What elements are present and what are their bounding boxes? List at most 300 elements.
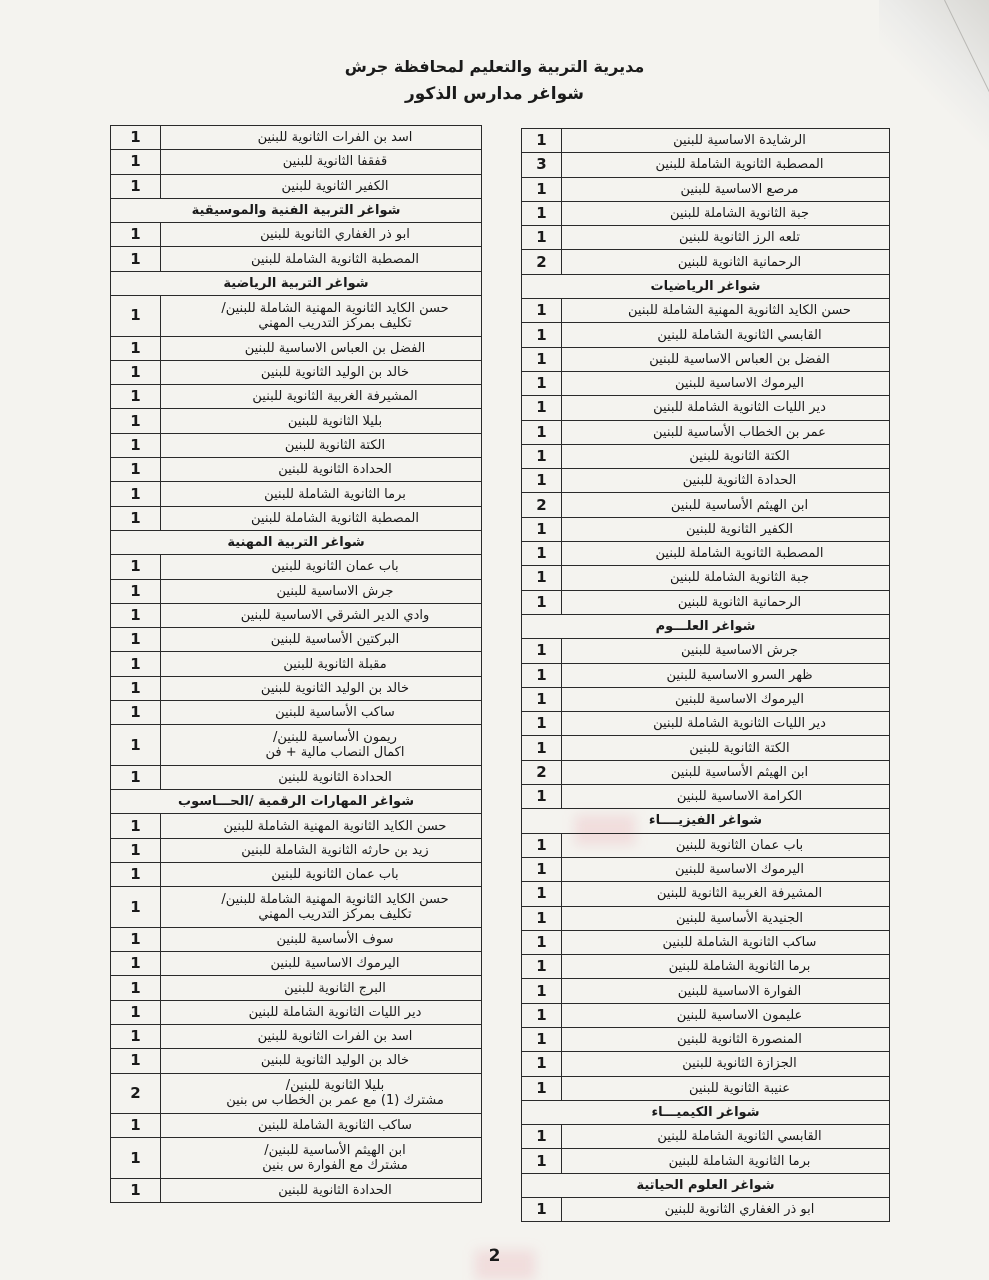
table-row: [111, 765, 482, 789]
vacancy-count: 1: [111, 676, 161, 700]
table-row: [111, 676, 482, 700]
section-header-row: [522, 274, 890, 298]
table-row: [111, 555, 482, 579]
vacancy-count: 1: [111, 150, 161, 174]
vacancy-count: 1: [111, 336, 161, 360]
vacancy-count: 1: [111, 385, 161, 409]
vacancy-count: 1: [522, 1198, 562, 1222]
school-name-cell: [562, 833, 890, 857]
table-row: [111, 336, 482, 360]
table-row: [522, 1076, 890, 1100]
school-name: دير الليات الثانوية الشاملة للبنين: [248, 1004, 422, 1020]
school-name-cell: [562, 590, 890, 614]
school-name: ابن الهيثم الأساسية للبنين/: [264, 1143, 406, 1159]
vacancy-count: 1: [522, 955, 562, 979]
school-name-cell: [161, 603, 482, 627]
vacancy-count: 1: [111, 628, 161, 652]
table-row: [522, 1027, 890, 1051]
table-row: [522, 542, 890, 566]
table-row: [522, 226, 890, 250]
section-header-row: [111, 271, 482, 295]
table-row: [522, 153, 890, 177]
school-name: المصطبة الثانوية الشاملة للبنين: [251, 251, 419, 267]
school-note: مشترك مع الفوارة س بنين: [262, 1158, 408, 1174]
school-name-cell: [562, 566, 890, 590]
table-row: [111, 482, 482, 506]
school-name-cell: [562, 420, 890, 444]
table-row: [522, 1149, 890, 1173]
school-name: الرحمانية الثانوية للبنين: [677, 254, 802, 270]
vacancy-count: 1: [522, 736, 562, 760]
school-name: برما الثانوية الشاملة للبنين: [264, 486, 406, 502]
table-row: [111, 652, 482, 676]
school-name-cell: [161, 385, 482, 409]
table-row: [522, 347, 890, 371]
school-name: اسد بن الفرات الثانوية للبنين: [257, 1029, 413, 1045]
vacancy-count: 1: [522, 930, 562, 954]
school-name: حسن الكايد الثانوية المهنية الشاملة للبنين: [628, 303, 851, 319]
section-header: شواغر الفيزيــــاء: [522, 809, 890, 833]
school-name: المصطبة الثانوية الشاملة للبنين: [655, 546, 824, 562]
school-name: القابسي الثانوية الشاملة للبنين: [657, 1129, 822, 1145]
school-name: باب عمان الثانوية للبنين: [271, 867, 399, 883]
vacancy-count: 1: [111, 409, 161, 433]
vacancy-count: 1: [522, 469, 562, 493]
school-name: سوف الأساسية للبنين: [276, 931, 394, 947]
vacancy-count: 1: [111, 433, 161, 457]
table-row: [111, 1025, 482, 1049]
school-name: دير الليات الثانوية الشاملة للبنين: [653, 400, 826, 416]
school-name-cell: [562, 736, 890, 760]
school-name-cell: [161, 1073, 482, 1114]
vacancy-count: 1: [522, 882, 562, 906]
vacancy-count: 1: [111, 1114, 161, 1138]
school-name-cell: [562, 347, 890, 371]
school-name: بليلا الثانوية للبنين/: [285, 1078, 385, 1094]
table-row: [111, 433, 482, 457]
table-row: [111, 701, 482, 725]
school-name-cell: [562, 153, 890, 177]
school-name: البركتين الأساسية للبنين: [270, 632, 400, 648]
school-name: جرش الاساسية للبنين: [681, 643, 798, 659]
vacancy-count: 1: [522, 299, 562, 323]
school-name-cell: [562, 469, 890, 493]
vacancy-count: 1: [111, 458, 161, 482]
school-name: خالد بن الوليد الثانوية للبنين: [260, 365, 410, 381]
school-name: اليرموك الاساسية للبنين: [675, 862, 804, 878]
section-header-row: [522, 1173, 890, 1197]
section-header: شواغر الكيميـــاء: [522, 1100, 890, 1124]
school-name: وادي الدير الشرقي الاساسية للبنين: [240, 607, 430, 623]
table-row: [111, 296, 482, 337]
school-name-cell: [562, 177, 890, 201]
vacancy-count: 1: [111, 223, 161, 247]
school-name-cell: [562, 712, 890, 736]
school-name-cell: [562, 299, 890, 323]
school-name: دير الليات الثانوية الشاملة للبنين: [653, 716, 826, 732]
school-name: تلعه الرز الثانوية للبنين: [679, 230, 800, 246]
vacancy-count: 1: [522, 347, 562, 371]
school-name: باب عمان الثانوية للبنين: [271, 559, 399, 575]
table-row: [111, 725, 482, 766]
vacancy-count: 1: [522, 129, 562, 153]
school-name: اليرموك الاساسية للبنين: [675, 691, 804, 707]
table-row: [111, 814, 482, 838]
table-row: [522, 857, 890, 881]
school-name: الفضل بن العباس الاساسية للبنين: [649, 351, 830, 367]
section-header: شواغر التربية المهنية: [111, 530, 482, 554]
vacancy-count: 1: [522, 1076, 562, 1100]
vacancies-table-right: [521, 128, 890, 1222]
vacancy-count: 1: [522, 663, 562, 687]
school-name: جبة الثانوية الشاملة للبنين: [669, 570, 809, 586]
school-name: ابن الهيثم الأساسية للبنين: [670, 764, 809, 780]
school-name-cell: [161, 360, 482, 384]
school-name: المنصورة الثانوية للبنين: [677, 1032, 802, 1048]
vacancy-count: 1: [522, 857, 562, 881]
school-name: ساكب الأساسية للبنين: [275, 705, 395, 721]
table-row: [522, 250, 890, 274]
document-subtitle: شواغر مدارس الذكور: [404, 84, 584, 104]
school-name: حسن الكايد الثانوية المهنية الشاملة للبنين/: [221, 892, 449, 908]
vacancy-count: 1: [522, 1149, 562, 1173]
table-row: [522, 955, 890, 979]
school-name-cell: [161, 628, 482, 652]
table-row: [522, 469, 890, 493]
school-name: جرش الاساسية للبنين: [276, 583, 394, 599]
school-name-cell: [562, 955, 890, 979]
school-name-cell: [562, 396, 890, 420]
table-row: [111, 1138, 482, 1179]
school-name-cell: [562, 542, 890, 566]
table-row: [522, 639, 890, 663]
school-name-cell: [562, 882, 890, 906]
vacancy-count: 1: [522, 639, 562, 663]
table-row: [111, 952, 482, 976]
school-name: عنيبة الثانوية للبنين: [688, 1080, 791, 1096]
section-header: شواغر المهارات الرقمية /الحـــاسوب: [111, 790, 482, 814]
school-name-cell: [562, 1027, 890, 1051]
vacancy-count: 1: [522, 371, 562, 395]
table-row: [522, 129, 890, 153]
vacancy-count: 3: [522, 153, 562, 177]
table-row: [111, 385, 482, 409]
school-name-cell: [562, 760, 890, 784]
vacancy-count: 1: [522, 226, 562, 250]
school-name-cell: [161, 1000, 482, 1024]
school-name: الحدادة الثانوية للبنين: [278, 1183, 392, 1199]
vacancy-count: 1: [522, 420, 562, 444]
school-name: الكفير الثانوية للبنين: [281, 178, 389, 194]
school-name: قفقفا الثانوية للبنين: [282, 154, 388, 170]
school-name-cell: [161, 952, 482, 976]
school-name-cell: [161, 174, 482, 198]
school-name-cell: [161, 482, 482, 506]
school-name-cell: [562, 1076, 890, 1100]
school-name: الكتة الثانوية للبنين: [689, 740, 790, 756]
section-header-row: [111, 198, 482, 222]
vacancy-count: 1: [111, 1000, 161, 1024]
school-name: الحدادة الثانوية للبنين: [278, 462, 392, 478]
vacancy-count: 2: [522, 760, 562, 784]
section-header: شواغر الرياضيات: [522, 274, 890, 298]
vacancy-count: 1: [522, 590, 562, 614]
table-row: [111, 150, 482, 174]
vacancy-count: 1: [522, 833, 562, 857]
table-row: [522, 833, 890, 857]
vacancy-count: 1: [522, 201, 562, 225]
school-name-cell: [562, 906, 890, 930]
vacancy-count: 1: [111, 1049, 161, 1073]
table-row: [111, 838, 482, 862]
school-name-cell: [161, 1178, 482, 1202]
school-name: المصطبة الثانوية الشاملة للبنين: [251, 510, 419, 526]
vacancy-count: 1: [111, 701, 161, 725]
table-row: [522, 1125, 890, 1149]
vacancy-count: 1: [111, 927, 161, 951]
vacancy-count: 1: [111, 360, 161, 384]
school-name: جبة الثانوية الشاملة للبنين: [669, 206, 809, 222]
table-row: [522, 906, 890, 930]
vacancy-count: 2: [522, 493, 562, 517]
table-row: [111, 360, 482, 384]
school-name-cell: [161, 976, 482, 1000]
school-name-cell: [161, 247, 482, 271]
table-row: [111, 409, 482, 433]
vacancy-count: 1: [522, 1125, 562, 1149]
section-header: شواغر التربية الرياضية: [111, 271, 482, 295]
document-title: مديرية التربية والتعليم لمحافظة جرش: [344, 57, 645, 76]
school-name-cell: [161, 927, 482, 951]
table-row: [111, 1000, 482, 1024]
school-name: اليرموك الاساسية للبنين: [675, 376, 804, 392]
school-name: المشيرفة الغربية الثانوية للبنين: [252, 389, 418, 405]
vacancy-count: 1: [522, 1003, 562, 1027]
school-name: الفوارة الاساسية للبنين: [677, 983, 802, 999]
school-name: ساكب الثانوية الشاملة للبنين: [662, 934, 817, 950]
school-name: خالد بن الوليد الثانوية للبنين: [260, 1053, 410, 1069]
school-name-cell: [562, 493, 890, 517]
table-row: [111, 1049, 482, 1073]
table-row: [111, 976, 482, 1000]
table-row: [111, 223, 482, 247]
vacancy-count: 1: [111, 1178, 161, 1202]
table-row: [522, 420, 890, 444]
table-row: [522, 882, 890, 906]
school-name-cell: [161, 579, 482, 603]
vacancy-count: 1: [522, 396, 562, 420]
school-name: ابن الهيثم الأساسية للبنين: [670, 497, 809, 513]
vacancy-count: 1: [111, 887, 161, 928]
vacancy-count: 1: [111, 838, 161, 862]
section-header-row: [111, 530, 482, 554]
vacancy-count: 1: [522, 712, 562, 736]
school-name: برما الثانوية الشاملة للبنين: [668, 959, 811, 975]
school-name-cell: [161, 676, 482, 700]
school-name: الكتة الثانوية للبنين: [689, 449, 790, 464]
school-name-cell: [161, 652, 482, 676]
school-name: الكفير الثانوية للبنين: [686, 521, 793, 537]
school-name: ريمون الأساسية للبنين/: [273, 730, 397, 746]
vacancies-table-left: [110, 125, 482, 1203]
vacancy-count: 1: [111, 506, 161, 530]
vacancy-count: 1: [111, 296, 161, 337]
school-name: حسن الكايد الثانوية المهنية الشاملة للبنين: [223, 818, 447, 834]
school-name-cell: [161, 1049, 482, 1073]
vacancy-count: 1: [111, 579, 161, 603]
table-row: [111, 603, 482, 627]
table-row: [111, 1073, 482, 1114]
table-row: [111, 628, 482, 652]
section-header: شواغر العلوم الحياتية: [522, 1173, 890, 1197]
school-note: تكليف بمركز التدريب المهني: [258, 315, 412, 331]
school-name-cell: [562, 1052, 890, 1076]
school-name-cell: [562, 201, 890, 225]
school-name-cell: [562, 1125, 890, 1149]
vacancy-count: 1: [522, 979, 562, 1003]
vacancy-count: 1: [522, 1052, 562, 1076]
school-name-cell: [161, 458, 482, 482]
school-name: الجنيدية الأساسية للبنين: [675, 910, 804, 926]
school-name: حسن الكايد الثانوية المهنية الشاملة للبنين/: [221, 300, 449, 316]
table-row: [522, 1003, 890, 1027]
school-name-cell: [161, 506, 482, 530]
school-name-cell: [562, 1149, 890, 1173]
school-name-cell: [562, 129, 890, 153]
table-row: [522, 760, 890, 784]
vacancy-count: 1: [111, 555, 161, 579]
table-row: [522, 785, 890, 809]
school-name: الرشايدة الاساسية للبنين: [673, 133, 806, 149]
school-name-cell: [161, 433, 482, 457]
table-row: [522, 1198, 890, 1222]
school-name-cell: [161, 409, 482, 433]
school-name-cell: [161, 863, 482, 887]
school-name: البرج الثانوية للبنين: [284, 980, 386, 996]
school-name: مقبلة الثانوية للبنين: [283, 656, 387, 672]
vacancy-count: 1: [111, 603, 161, 627]
table-row: [522, 712, 890, 736]
vacancy-count: 1: [111, 126, 161, 150]
school-name-cell: [562, 1003, 890, 1027]
table-row: [111, 126, 482, 150]
table-row: [522, 1052, 890, 1076]
school-note: مشترك (1) مع عمر بن الخطاب س بنين: [226, 1093, 444, 1109]
table-row: [522, 323, 890, 347]
vacancy-count: 1: [111, 174, 161, 198]
school-name: الجزازة الثانوية للبنين: [682, 1056, 797, 1072]
school-name: عمر بن الخطاب الأساسية للبنين: [653, 424, 826, 440]
table-row: [522, 371, 890, 395]
vacancy-count: 1: [522, 1027, 562, 1051]
section-header-row: [522, 1100, 890, 1124]
school-name: المصطبة الثانوية الشاملة للبنين: [655, 157, 824, 173]
table-row: [522, 517, 890, 541]
vacancy-count: 1: [522, 517, 562, 541]
school-name-cell: [161, 701, 482, 725]
vacancy-count: 1: [522, 906, 562, 930]
table-row: [522, 979, 890, 1003]
school-name: ساكب الثانوية الشاملة للبنين: [258, 1118, 412, 1134]
vacancy-count: 2: [111, 1073, 161, 1114]
school-name-cell: [562, 785, 890, 809]
vacancy-count: 1: [111, 765, 161, 789]
school-name-cell: [562, 517, 890, 541]
table-row: [111, 1114, 482, 1138]
school-name-cell: [161, 296, 482, 337]
school-name: اسد بن الفرات الثانوية للبنين: [257, 130, 413, 146]
school-name: برما الثانوية الشاملة للبنين: [668, 1153, 811, 1169]
school-name-cell: [161, 725, 482, 766]
vacancy-count: 1: [111, 247, 161, 271]
table-row: [111, 927, 482, 951]
table-row: [522, 201, 890, 225]
school-name-cell: [562, 930, 890, 954]
school-name-cell: [161, 838, 482, 862]
vacancy-count: 1: [111, 1025, 161, 1049]
table-row: [522, 663, 890, 687]
school-name-cell: [562, 663, 890, 687]
school-name: زيد بن حارثه الثانوية الشاملة للبنين: [241, 842, 429, 858]
table-row: [111, 247, 482, 271]
school-name: الحدادة الثانوية للبنين: [682, 473, 797, 489]
school-name-cell: [562, 639, 890, 663]
table-row: [522, 444, 890, 468]
school-name: خالد بن الوليد الثانوية للبنين: [260, 680, 410, 696]
school-name-cell: [161, 223, 482, 247]
table-row: [522, 930, 890, 954]
section-header: شواغر التربية الفنية والموسيقية: [111, 198, 482, 222]
school-name-cell: [161, 126, 482, 150]
school-name: الحدادة الثانوية للبنين: [278, 769, 392, 785]
school-name: المشيرفة الغربية الثانوية للبنين: [656, 886, 823, 902]
vacancy-count: 1: [522, 177, 562, 201]
school-name: الكتة الثانوية للبنين: [284, 437, 386, 453]
table-row: [522, 299, 890, 323]
school-name-cell: [562, 444, 890, 468]
vacancy-count: 1: [111, 952, 161, 976]
school-name-cell: [161, 814, 482, 838]
school-note: اكمال النصاب مالية + فن: [265, 745, 405, 761]
school-name: باب عمان الثانوية للبنين: [675, 837, 804, 853]
vacancy-count: 1: [111, 976, 161, 1000]
school-name-cell: [161, 887, 482, 928]
school-name: ظهر السرو الاساسية للبنين: [666, 667, 813, 683]
table-row: [522, 177, 890, 201]
table-row: [522, 493, 890, 517]
school-note: تكليف بمركز التدريب المهني: [258, 907, 412, 923]
vacancy-count: 1: [522, 542, 562, 566]
vacancy-count: 1: [522, 785, 562, 809]
section-header: شواغر العلـــوم: [522, 614, 890, 638]
table-row: [522, 566, 890, 590]
school-name-cell: [161, 555, 482, 579]
school-name-cell: [161, 1025, 482, 1049]
section-header-row: [522, 614, 890, 638]
school-name-cell: [562, 979, 890, 1003]
school-name-cell: [562, 1198, 890, 1222]
school-name: ابو ذر الغفاري الثانوية للبنين: [664, 1202, 815, 1218]
school-name-cell: [562, 250, 890, 274]
section-header-row: [111, 790, 482, 814]
school-name: الرحمانية الثانوية للبنين: [677, 594, 802, 610]
table-row: [522, 687, 890, 711]
table-row: [111, 1178, 482, 1202]
school-name: مرصع الاساسية للبنين: [680, 181, 799, 197]
vacancy-count: 2: [522, 250, 562, 274]
vacancy-count: 1: [111, 1138, 161, 1179]
section-header-row: [522, 809, 890, 833]
